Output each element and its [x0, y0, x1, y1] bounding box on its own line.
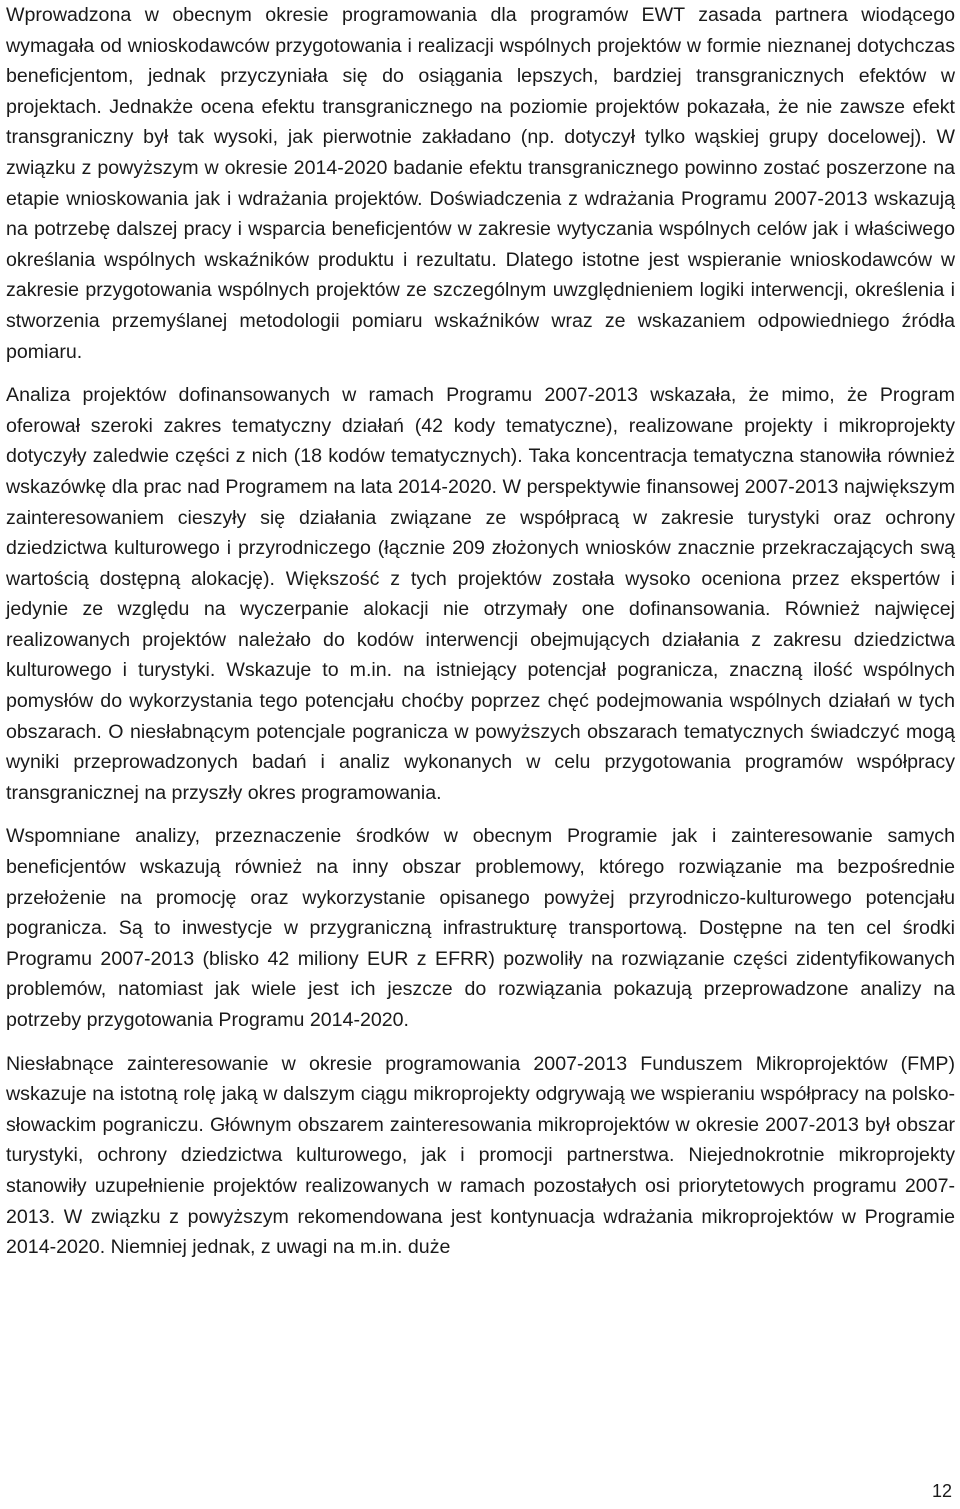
paragraph-partner-principle: Wprowadzona w obecnym okresie programowania dla programów EWT zasada partnera wiodącego wymagała od wnioskodawców przygotowania i realizacji wspólnych projektów w formie nieznanej dotychczas beneficjentom, jednak przyczyniała się do osiągania lepszych, bardziej transgranicznych efektów w projektach. Jednakże ocena efektu transgranicznego na poziomie projektów pokazała, że nie zawsze efekt transgraniczny był tak wysoki, jak pierwotnie zakładano (np. dotyczył tylko wąskiej grupy docelowej). W związku z powyższym w okresie 2014-2020 badanie efektu transgranicznego powinno zostać poszerzone na etapie wnioskowania jak i wdrażania projektów. Doświadczenia z wdrażania Programu 2007-2013 wskazują na potrzebę dalszej pracy i wsparcia beneficjentów w zakresie wytyczania wspólnych celów jak i właściwego określania wspólnych wskaźników produktu i rezultatu. Dlatego istotne jest wspieranie wnioskodawców w zakresie przygotowania wspólnych projektów ze szczególnym uwzględnieniem logiki interwencji, określenia i stworzenia przemyślanej metodologii pomiaru wskaźników wraz ze wskazaniem odpowiedniego źródła pomiaru.	[6, 4, 955, 363]
paragraph-microprojects-fund: Niesłabnące zainteresowanie w okresie programowania 2007-2013 Funduszem Mikroprojektów (FMP) wskazuje na istotną rolę jaką w dalszym ciągu mikroprojekty odgrywają we wspieraniu współpracy na polsko-słowackim pograniczu. Głównym obszarem zainteresowania mikroprojektów w okresie 2007-2013 był obszar turystyki, ochrony dziedzictwa kulturowego, jak i promocji partnerstwa. Niejednokrotnie mikroprojekty stanowiły uzupełnienie projektów realizowanych w ramach pozostałych osi priorytetowych programu 2007-2013. W związku z powyższym rekomendowana jest kontynuacja wdrażania mikroprojektów w Programie 2014-2020. Niemniej jednak, z uwagi na m.in. duże	[6, 1052, 955, 1259]
paragraph-transport-infrastructure: Wspomniane analizy, przeznaczenie środków w obecnym Programie jak i zainteresowanie samych beneficjentów wskazują również na inny obszar problemowy, którego rozwiązanie ma bezpośrednie przełożenie na promocję oraz wykorzystanie opisanego powyżej przyrodniczo-kulturowego potencjału pogranicza. Są to inwestycje w przygraniczną infrastrukturę transportową. Dostępne na ten cel środki Programu 2007-2013 (blisko 42 miliony EUR z EFRR) pozwoliły na rozwiązanie części zidentyfikowanych problemów, natomiast jak wiele jest ich jeszcze do rozwiązania pokazują przeprowadzone analizy na potrzeby przygotowania Programu 2014-2020.	[6, 825, 955, 1031]
paragraph-project-analysis: Analiza projektów dofinansowanych w ramach Programu 2007-2013 wskazała, że mimo, że Program oferował szeroki zakres tematyczny działań (42 kody tematyczne), realizowane projekty i mikroprojekty dotyczyły zaledwie części z nich (18 kodów tematycznych). Taka koncentracja tematyczna stanowiła również wskazówkę dla prac nad Programem na lata 2014-2020. W perspektywie finansowej 2007-2013 największym zainteresowaniem cieszyły się działania związane ze współpracą w zakresie turystyki oraz ochrony dziedzictwa kulturowego i przyrodniczego (łącznie 209 złożonych wniosków znacznie przekraczających swą wartością dostępną alokację). Większość z tych projektów została wysoko oceniona przez ekspertów i jedynie ze względu na wyczerpanie alokacji nie otrzymały one dofinansowania. Również najwięcej realizowanych projektów należało do kodów interwencji obejmujących działania z zakresu dziedzictwa kulturowego i turystyki. Wskazuje to m.in. na istniejący potencjał pogranicza, znaczną ilość wspólnych pomysłów do wykorzystania tego potencjału choćby poprzez chęć podejmowania wspólnych działań w tych obszarach. O niesłabnącym potencjale pogranicza w powyższych obszarach tematycznych świadczyć mogą wyniki przeprowadzonych badań i analiz wykonanych w celu przygotowania programów współpracy transgranicznej na przyszły okres programowania.	[6, 384, 955, 804]
document-page	[6, 0, 955, 1263]
page-number: 12	[931, 1481, 952, 1501]
